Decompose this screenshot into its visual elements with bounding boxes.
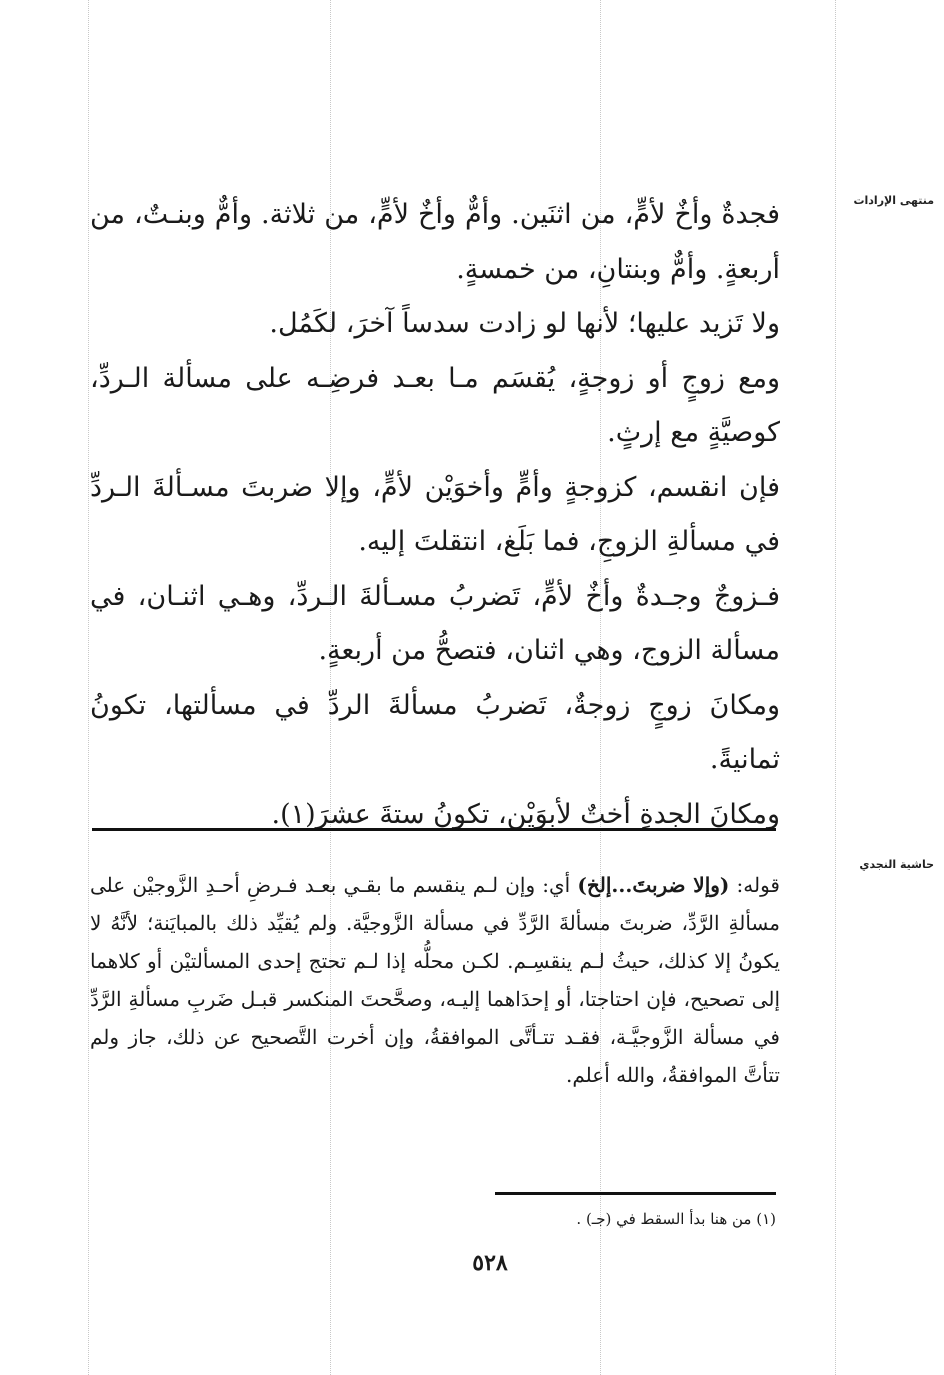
commentary-body: أي: وإن لـم ينقسم ما بقـي بعـد فـرضِ أحـدِ الزَّوجيْن على مسألةِ الرَّدِّ، ضربتَ مسألةَ الرَّدِّ في مسألة الزَّوجيَّة. ولم يُقيِّد ذلك بالمبايَنة؛ لأنَّهُ لا يكونُ إلا كذلك، حيثُ لـم ينقسِـم. لكـن محلُّه إذا لـم تحتج إحدى المسألتيْن أو كلاهما إلى تصحيح، فإن احتاجتا، أو إحدَاهما إليـه، وصحَّحتَ المنكسر قبـل ضَربِ مسألةِ الرَّدِّ في مسألة الزَّوجيَّـة، فقـد تتـأتَّى الموافقةُ، وإن أخرت التَّصحيح عن ذلك، جاز ولم تتأتَّ الموافقةُ، والله أعلم. <box>90 873 780 1087</box>
main-text <box>90 188 780 842</box>
commentary-quote: (وإلا ضربتَ...إلخ) <box>577 873 730 897</box>
footnote: (١) من هنا بدأ السقط في (جـ) . <box>576 1210 776 1228</box>
footnote-rule <box>495 1192 776 1195</box>
side-label-commentary-title: حاشية النجدي <box>859 858 934 871</box>
separator-rule <box>92 828 776 831</box>
main-paragraph: فـزوجٌ وجـدةٌ وأخٌ لأمٍّ، تَضربُ مسـألةَ الـردِّ، وهـي اثنـان، في مسألة الزوج، وهي اثنان، فتصحُّ من أربعةٍ. <box>90 580 780 666</box>
main-paragraph: ومكانَ الجدةِ أختٌ لأبوَيْن، تكونُ ستةَ عشرَ(١). <box>271 798 780 830</box>
main-paragraph: ولا تَزيد عليها؛ لأنها لو زادت سدساً آخرَ، لكَمُل. <box>269 308 780 339</box>
commentary-text <box>90 866 780 1094</box>
main-paragraph: ومكانَ زوجٍ زوجةٌ، تَضربُ مسألةَ الردِّ في مسألتها، تكونُ ثمانيةً. <box>90 689 780 775</box>
side-label-book-title: منتهى الإرادات <box>853 194 934 207</box>
main-paragraph: فجدةٌ وأخٌ لأمٍّ، من اثنَين. وأمٌّ وأخٌ لأمٍّ، من ثلاثة. وأمٌّ وبنـتٌ، من أربعةٍ. وأمٌّ وبنتانِ، من خمسةٍ. <box>90 199 780 285</box>
main-paragraph: فإن انقسم، كزوجةٍ وأمٍّ وأخوَيْن لأمٍّ، وإلا ضربتَ مسـألةَ الـردِّ في مسألةِ الزوجِ، فما بَلَغ، انتقلتَ إليه. <box>90 471 780 557</box>
main-paragraph: ومع زوجٍ أو زوجةٍ، يُقسَم مـا بعـد فرضِـه على مسألة الـردِّ، كوصيَّةٍ مع إرثٍ. <box>90 362 780 448</box>
commentary-paragraph <box>90 866 780 1094</box>
scan-artifact <box>88 0 89 1375</box>
page-number: ٥٢٨ <box>472 1250 508 1276</box>
commentary-prefix: قوله: <box>729 873 780 897</box>
